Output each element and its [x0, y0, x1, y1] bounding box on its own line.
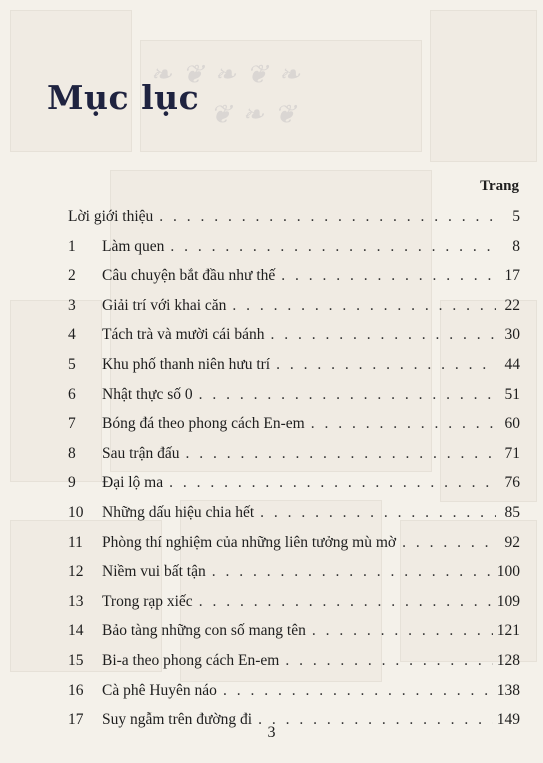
dot-leader	[170, 232, 496, 262]
toc-number: 7	[68, 415, 76, 433]
toc-row[interactable]	[68, 350, 520, 380]
toc-row[interactable]	[68, 232, 520, 262]
toc-number: 15	[68, 651, 84, 669]
toc-row[interactable]	[68, 587, 520, 617]
toc-row[interactable]	[68, 291, 520, 321]
page-number: 3	[267, 724, 276, 741]
toc-number: 11	[68, 533, 83, 551]
dot-leader	[223, 676, 493, 706]
toc-number: 6	[68, 385, 76, 403]
background-pattern: ❧ ❦ ❧ ❦ ❧ ❦ ❧ ❦	[0, 0, 543, 763]
toc-number: 5	[68, 355, 76, 373]
toc-number: 10	[68, 503, 84, 521]
toc-row[interactable]	[68, 380, 520, 410]
toc-page: 22	[504, 296, 520, 314]
page-column-label: Trang	[480, 178, 519, 194]
toc-page: 17	[504, 267, 520, 285]
page-title: Mục lục	[47, 78, 200, 117]
toc-page: 76	[504, 474, 520, 492]
toc-row[interactable]	[68, 409, 520, 439]
dot-leader	[159, 202, 496, 232]
dot-leader	[281, 261, 496, 291]
toc-row[interactable]	[68, 557, 520, 587]
dot-leader	[285, 646, 492, 676]
toc-number: 2	[68, 267, 76, 285]
toc-page: 51	[504, 385, 520, 403]
toc-number: 16	[68, 681, 84, 699]
toc-page: 138	[496, 681, 520, 699]
toc-page: 71	[504, 444, 520, 462]
toc-row[interactable]	[68, 261, 520, 291]
toc-page: 149	[496, 711, 520, 729]
toc-page: 5	[512, 208, 520, 225]
toc-row[interactable]	[68, 646, 520, 676]
dot-leader	[199, 587, 493, 617]
toc-title: Suy ngẫm trên đường đi	[102, 711, 253, 729]
dot-leader	[260, 498, 496, 528]
table-of-contents	[68, 202, 520, 735]
toc-title: Làm quen	[102, 237, 165, 255]
toc-page: 30	[504, 326, 520, 344]
toc-row[interactable]	[68, 616, 520, 646]
toc-row[interactable]	[68, 498, 520, 528]
toc-number: 8	[68, 444, 76, 462]
toc-number: 4	[68, 326, 76, 344]
dot-leader	[312, 616, 493, 646]
toc-number: 3	[68, 296, 76, 314]
toc-row[interactable]	[68, 439, 520, 469]
toc-page: 8	[512, 237, 520, 255]
dot-leader	[212, 557, 493, 587]
dot-leader	[402, 528, 496, 558]
toc-title: Sau trận đấu	[102, 444, 180, 462]
toc-title: Tách trà và mười cái bánh	[102, 326, 265, 344]
toc-page: 92	[504, 533, 520, 551]
toc-title: Cà phê Huyên náo	[102, 681, 217, 699]
toc-number: 1	[68, 237, 76, 255]
toc-title: Khu phố thanh niên hưu trí	[102, 355, 271, 373]
toc-title: Đại lộ ma	[102, 474, 164, 492]
toc-title: Giải trí với khai căn	[102, 296, 227, 314]
dot-leader	[276, 350, 496, 380]
toc-title: Phòng thí nghiệm của những liên tưởng mù mờ	[102, 533, 397, 551]
toc-number: 12	[68, 563, 84, 581]
toc-title: Câu chuyện bắt đầu như thế	[102, 267, 276, 285]
toc-page: 85	[504, 503, 520, 521]
dot-leader	[169, 468, 496, 498]
toc-number: 14	[68, 622, 84, 640]
toc-title: Lời giới thiệu	[68, 208, 154, 225]
toc-title: Bóng đá theo phong cách En-em	[102, 415, 305, 433]
dot-leader	[311, 409, 496, 439]
toc-title: Bi-a theo phong cách En-em	[102, 651, 280, 669]
toc-number: 9	[68, 474, 76, 492]
toc-row[interactable]	[68, 676, 520, 706]
toc-page: 60	[504, 415, 520, 433]
toc-title: Niềm vui bất tận	[102, 563, 206, 581]
dot-leader	[185, 439, 496, 469]
toc-row[interactable]	[68, 202, 520, 232]
toc-page: 44	[504, 355, 520, 373]
dot-leader	[271, 320, 497, 350]
toc-title: Trong rạp xiếc	[102, 592, 193, 610]
toc-number: 13	[68, 592, 84, 610]
toc-page: 100	[496, 563, 520, 581]
dot-leader	[199, 380, 496, 410]
toc-row[interactable]	[68, 528, 520, 558]
toc-title: Bảo tàng những con số mang tên	[102, 622, 306, 640]
toc-row[interactable]	[68, 468, 520, 498]
dot-leader	[232, 291, 496, 321]
toc-page: 121	[496, 622, 520, 640]
toc-number: 17	[68, 711, 84, 729]
toc-page: 128	[496, 651, 520, 669]
toc-title: Nhật thực số 0	[102, 385, 193, 403]
toc-page: 109	[496, 592, 520, 610]
toc-title: Những dấu hiệu chia hết	[102, 503, 255, 521]
toc-row[interactable]	[68, 320, 520, 350]
